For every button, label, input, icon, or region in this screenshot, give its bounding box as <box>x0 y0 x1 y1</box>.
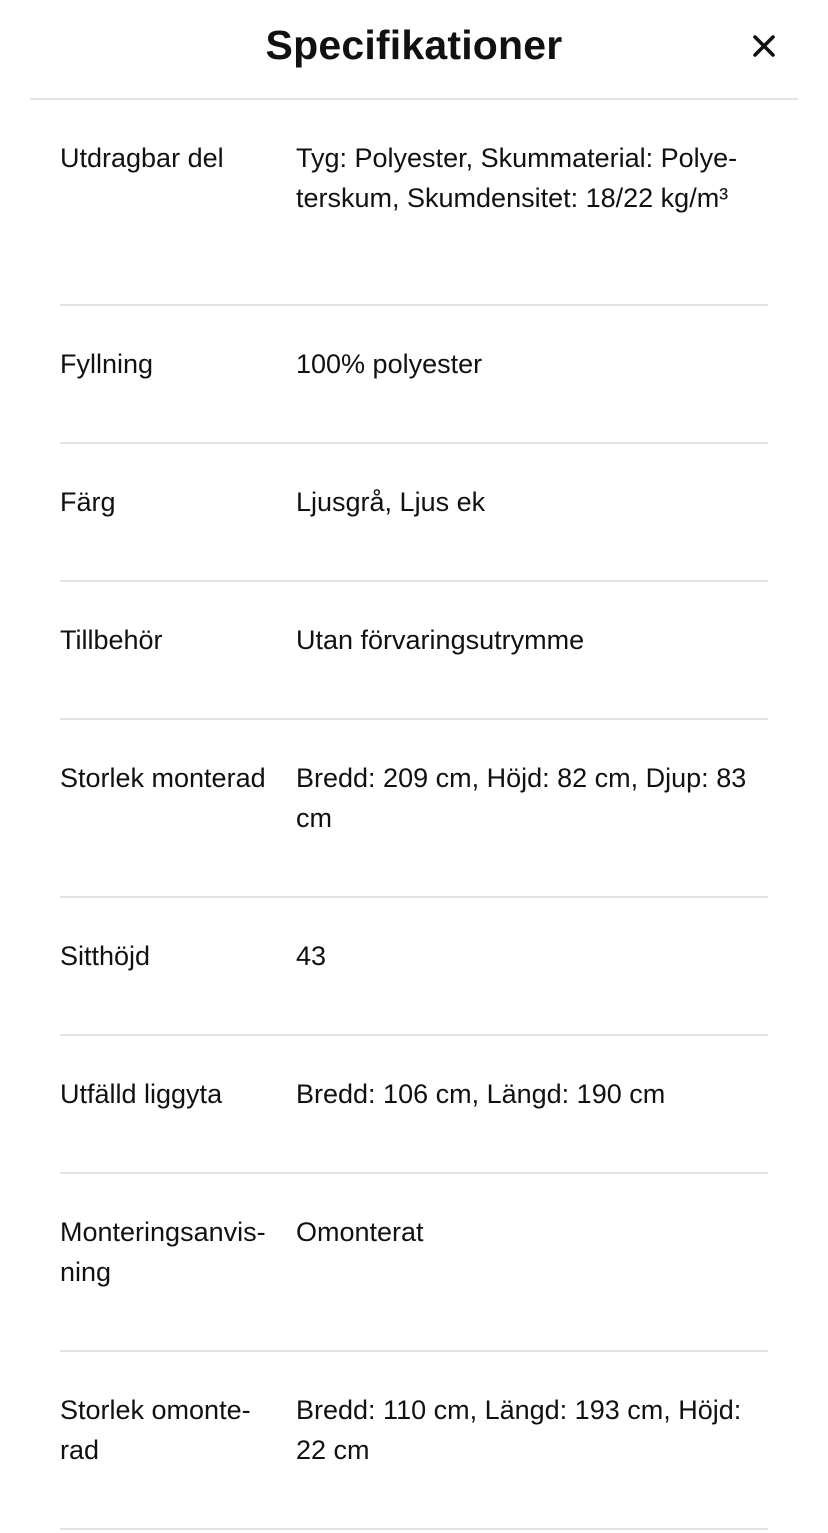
spec-row-storlek-omonterad <box>60 1352 768 1530</box>
spec-row-monteringsanvisning <box>60 1174 768 1352</box>
page-title: Specifikationer <box>265 22 563 68</box>
spec-row-farg <box>60 444 768 582</box>
spec-label: Storlek omonte- rad <box>60 1395 251 1465</box>
spec-row-storlek-monterad <box>60 720 768 898</box>
spec-label: Utdragbar del <box>60 143 224 173</box>
spec-value: Utan förvaringsutrymme <box>296 625 585 655</box>
spec-label: Monteringsanvis- ning <box>60 1217 266 1287</box>
spec-row-fyllning <box>60 306 768 444</box>
spec-row-tillbehor <box>60 582 768 720</box>
spec-value: 100% polyester <box>296 349 483 379</box>
spec-label: Tillbehör <box>60 625 163 655</box>
spec-value: Bredd: 209 cm, Höjd: 82 cm, Djup: 83 cm <box>296 763 747 833</box>
modal-header <box>30 0 798 100</box>
spec-label: Utfälld liggyta <box>60 1079 223 1109</box>
spec-row-utdragbar-del <box>60 100 768 306</box>
spec-label: Storlek monterad <box>60 763 266 793</box>
spec-value: Omonterat <box>296 1217 424 1247</box>
spec-row-utfalld-liggyta <box>60 1036 768 1174</box>
spec-list <box>60 100 768 1530</box>
spec-value: Bredd: 106 cm, Längd: 190 cm <box>296 1079 666 1109</box>
spec-row-sitthojd <box>60 898 768 1036</box>
close-button[interactable] <box>746 28 782 64</box>
spec-label: Fyllning <box>60 349 154 379</box>
close-icon <box>746 28 782 64</box>
spec-value: Ljusgrå, Ljus ek <box>296 487 486 517</box>
spec-label: Sitthöjd <box>60 941 151 971</box>
spec-value: Tyg: Polyester, Skummaterial: Polye- terskum, Skumdensitet: 18/22 kg/m³ <box>296 143 738 213</box>
spec-label: Färg <box>60 487 116 517</box>
spec-value: 43 <box>296 941 327 971</box>
spec-value: Bredd: 110 cm, Längd: 193 cm, Höjd: 22 cm <box>296 1395 742 1465</box>
